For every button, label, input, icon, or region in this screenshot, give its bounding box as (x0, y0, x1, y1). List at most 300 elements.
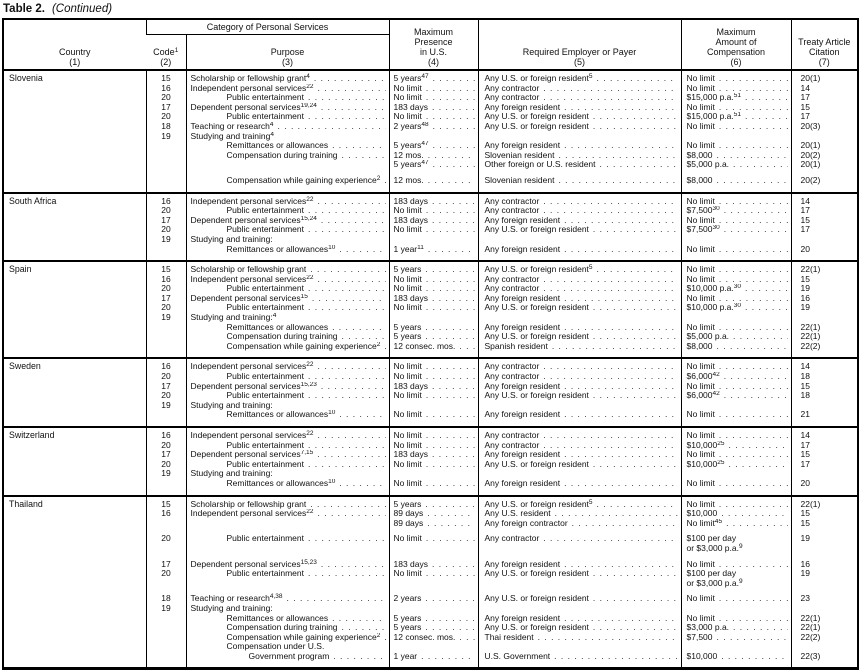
citation-cell: 17 (791, 112, 858, 122)
citation-cell: 22(1) (791, 623, 858, 633)
dot-leader (308, 206, 386, 216)
cell-content: No limit . . . (687, 500, 791, 510)
citation-cell: 15 (791, 519, 858, 529)
cell-content: Slovenian resident . . . (485, 151, 681, 161)
cell-content: 183 days . . . (394, 103, 478, 113)
payer-cell (478, 652, 681, 669)
cell-content: 183 days . . . (394, 450, 478, 460)
citation-cell (791, 469, 858, 479)
purpose-cell (186, 614, 389, 624)
cell-content: 5 years$^{47}$ . . . (394, 160, 478, 170)
dot-leader (728, 460, 787, 470)
dot-leader (332, 141, 385, 151)
purpose-cell (186, 193, 389, 207)
dot-leader (287, 594, 386, 604)
cell-content: 183 days . . . (394, 294, 478, 304)
presence-cell (389, 479, 478, 496)
header-payer: Required Employer or Payer (5) (478, 19, 681, 70)
purpose-cell (186, 410, 389, 427)
cell-content: 12 consec. mos. . . . (394, 342, 478, 352)
cell-content: 5 years . . . (394, 265, 478, 275)
dot-leader (318, 509, 386, 519)
presence-cell (389, 261, 478, 275)
compensation-cell (681, 103, 791, 113)
cell-content: Public entertainment . . . (227, 206, 389, 216)
dot-leader (426, 569, 475, 579)
compensation-cell (681, 193, 791, 207)
dot-leader (724, 372, 788, 382)
cell-content: Any U.S. or foreign resident . . . (485, 112, 681, 122)
citation-cell: 15 (791, 275, 858, 285)
country-cell: Switzerland (3, 427, 146, 496)
cell-content: Public entertainment . . . (227, 534, 389, 544)
cell-content: 183 days . . . (394, 560, 478, 570)
cell-content: Dependent personal services$^{15,23}$ . . . (191, 382, 389, 392)
cell-content: Any foreign resident . . . (485, 103, 681, 113)
compensation-cell (681, 569, 791, 588)
cell-content: No limit . . . (394, 112, 478, 122)
cell-content: Any contractor . . . (485, 372, 681, 382)
presence-cell (389, 84, 478, 94)
presence-cell (389, 122, 478, 132)
dot-leader (425, 594, 474, 604)
cell-content: Any U.S. or foreign resident . . . (485, 332, 681, 342)
cell-content: Any foreign resident . . . (485, 141, 681, 151)
code-cell (146, 633, 186, 643)
dot-leader (564, 245, 677, 255)
dot-leader (384, 633, 385, 643)
purpose-cell (186, 588, 389, 604)
cell-content: Scholarship or fellowship grant . . . (191, 265, 389, 275)
citation-cell: 20(2) (791, 151, 858, 161)
payer-cell (478, 569, 681, 588)
compensation-cell (681, 382, 791, 392)
payer-cell (478, 261, 681, 275)
citation-cell (791, 401, 858, 411)
cell-content: Any U.S. or foreign resident . . . (485, 225, 681, 235)
country-cell: Thailand (3, 496, 146, 669)
dot-leader (600, 160, 678, 170)
compensation-cell (681, 261, 791, 275)
compensation-cell (681, 528, 791, 553)
purpose-cell (186, 275, 389, 285)
citation-cell: 15 (791, 216, 858, 226)
dot-leader (310, 265, 385, 275)
cell-content: Compensation during training . . . (227, 332, 389, 342)
citation-cell: 15 (791, 450, 858, 460)
code-cell: 20 (146, 391, 186, 401)
dot-leader (719, 362, 788, 372)
purpose-cell (186, 132, 389, 142)
dot-leader (733, 332, 787, 342)
dot-leader (318, 197, 386, 207)
payer-cell (478, 469, 681, 479)
code-cell: 17 (146, 294, 186, 304)
citation-cell: 15 (791, 103, 858, 113)
dot-leader (572, 519, 678, 529)
payer-cell (478, 151, 681, 161)
cell-content: 12 mos. . . . (394, 151, 478, 161)
code-cell: 20 (146, 284, 186, 294)
presence-cell (389, 342, 478, 359)
dot-leader (332, 323, 385, 333)
payer-cell (478, 103, 681, 113)
payer-cell (478, 410, 681, 427)
presence-cell (389, 206, 478, 216)
code-cell (146, 245, 186, 262)
dot-leader (733, 623, 787, 633)
payer-cell (478, 206, 681, 216)
code-cell: 20 (146, 460, 186, 470)
dot-leader (426, 303, 475, 313)
cell-content: Independent personal services$^{22}$ . . . (191, 84, 389, 94)
dot-leader (543, 93, 677, 103)
purpose-cell (186, 151, 389, 161)
cell-content: Any foreign resident . . . (485, 479, 681, 489)
cell-content: Spanish resident . . . (485, 342, 681, 352)
cell-content: 12 consec. mos. . . . (394, 633, 478, 643)
citation-cell: 19 (791, 303, 858, 313)
cell-content: No limit . . . (687, 141, 791, 151)
dot-leader (426, 84, 475, 94)
dot-leader (428, 245, 475, 255)
code-cell: 15 (146, 70, 186, 84)
purpose-cell (186, 141, 389, 151)
cell-content: No limit . . . (687, 265, 791, 275)
presence-cell (389, 519, 478, 529)
payer-cell (478, 160, 681, 170)
dot-leader (719, 103, 788, 113)
dot-leader (719, 323, 788, 333)
compensation-cell (681, 642, 791, 652)
compensation-cell (681, 235, 791, 245)
purpose-cell (186, 323, 389, 333)
cell-content: Scholarship or fellowship grant$^4$ . . . (191, 74, 389, 84)
dot-leader (564, 216, 677, 226)
dot-leader (593, 122, 678, 132)
compensation-cell (681, 141, 791, 151)
dot-leader (308, 303, 386, 313)
dot-leader (318, 275, 386, 285)
cell-content: No limit . . . (394, 84, 478, 94)
purpose-cell (186, 122, 389, 132)
dot-leader (427, 519, 474, 529)
cell-content: Dependent personal services$^{7,15}$ . . . (191, 450, 389, 460)
cell-content: Teaching or research$^{4,38}$ . . . (191, 594, 389, 604)
citation-cell: 20(3) (791, 122, 858, 132)
purpose-cell (186, 225, 389, 235)
dot-leader (308, 441, 386, 451)
dot-leader (342, 623, 386, 633)
presence-cell (389, 569, 478, 588)
purpose-cell (186, 342, 389, 359)
cell-content: Any foreign resident . . . (485, 323, 681, 333)
cell-content: No limit . . . (687, 245, 791, 255)
payer-cell (478, 427, 681, 441)
citation-cell: 20 (791, 479, 858, 496)
purpose-cell (186, 294, 389, 304)
dot-leader (543, 362, 677, 372)
presence-cell (389, 160, 478, 170)
presence-cell (389, 93, 478, 103)
payer-cell (478, 401, 681, 411)
code-cell: 20 (146, 569, 186, 588)
citation-cell: 20(1) (791, 70, 858, 84)
presence-cell (389, 323, 478, 333)
cell-content: Any contractor . . . (485, 284, 681, 294)
payer-cell (478, 642, 681, 652)
dot-leader (719, 141, 788, 151)
payer-cell (478, 382, 681, 392)
cell-content: Any foreign resident . . . (485, 294, 681, 304)
code-cell (146, 642, 186, 652)
presence-cell (389, 225, 478, 235)
purpose-cell (186, 284, 389, 294)
cell-content: $7,500$^{30}$ . . . (687, 206, 791, 216)
cell-content: No limit . . . (687, 450, 791, 460)
code-cell: 20 (146, 372, 186, 382)
dot-leader (308, 534, 386, 544)
payer-cell (478, 519, 681, 529)
payer-cell (478, 509, 681, 519)
dot-leader (308, 225, 386, 235)
compensation-cell (681, 372, 791, 382)
dot-leader (339, 245, 385, 255)
cell-content: Any foreign resident . . . (485, 410, 681, 420)
cell-content: $10,000 . . . (687, 509, 791, 519)
cell-content: Any contractor . . . (485, 362, 681, 372)
cell-content: No limit . . . (687, 560, 791, 570)
compensation-cell (681, 460, 791, 470)
code-cell (146, 323, 186, 333)
code-cell (146, 342, 186, 359)
cell-content: Remittances or allowances . . . (227, 614, 389, 624)
compensation-cell (681, 401, 791, 411)
dot-leader (426, 431, 475, 441)
cell-content: Public entertainment . . . (227, 569, 389, 579)
cell-content: Public entertainment . . . (227, 303, 389, 313)
presence-cell (389, 112, 478, 122)
cell-content: Any foreign contractor . . . (485, 519, 681, 529)
payer-cell (478, 216, 681, 226)
cell-content: Any contractor . . . (485, 84, 681, 94)
cell-content: Independent personal services$^{22}$ . . . (191, 509, 389, 519)
dot-leader (426, 372, 475, 382)
dot-leader (278, 122, 386, 132)
cell-content: Public entertainment . . . (227, 225, 389, 235)
table-body (3, 70, 858, 669)
cell-content: Compensation during training . . . (227, 623, 389, 633)
dot-leader (317, 450, 385, 460)
purpose-cell (186, 604, 389, 614)
dot-leader (593, 303, 678, 313)
compensation-cell (681, 479, 791, 496)
cell-content: Any foreign resident . . . (485, 216, 681, 226)
dot-leader (719, 84, 788, 94)
table-row (3, 70, 858, 84)
header-category: Category of Personal Services (146, 19, 389, 35)
dot-leader (426, 275, 475, 285)
country-cell: Slovenia (3, 70, 146, 193)
presence-cell (389, 132, 478, 142)
cell-content: Public entertainment . . . (227, 460, 389, 470)
citation-cell: 16 (791, 294, 858, 304)
code-cell (146, 479, 186, 496)
dot-leader (745, 112, 788, 122)
cell-content: Any U.S. or foreign resident$^5$ . . . (485, 265, 681, 275)
payer-cell (478, 93, 681, 103)
dot-leader (426, 93, 475, 103)
dot-leader (719, 74, 788, 84)
dot-leader (543, 534, 677, 544)
dot-leader (543, 84, 677, 94)
presence-cell (389, 275, 478, 285)
cell-content: 5 years$^{47}$ . . . (394, 141, 478, 151)
presence-cell (389, 410, 478, 427)
cell-content: No limit . . . (394, 441, 478, 451)
compensation-cell (681, 303, 791, 313)
payer-cell (478, 588, 681, 604)
purpose-cell (186, 519, 389, 529)
cell-content: No limit . . . (687, 323, 791, 333)
citation-cell: 19 (791, 284, 858, 294)
cell-content: Any contractor . . . (485, 206, 681, 216)
citation-cell: 19 (791, 569, 858, 588)
code-cell (146, 410, 186, 427)
purpose-cell (186, 160, 389, 170)
citation-cell: 19 (791, 528, 858, 553)
dot-leader (428, 151, 475, 161)
code-cell: 16 (146, 275, 186, 285)
cell-content: Compensation while gaining experience$^2$ . . . (227, 176, 389, 186)
cell-content: Any U.S. or foreign resident . . . (485, 460, 681, 470)
dot-leader (597, 265, 678, 275)
cell-content: Public entertainment . . . (227, 441, 389, 451)
presence-cell (389, 294, 478, 304)
cell-content: No limit . . . (394, 93, 478, 103)
cell-content: Other foreign or U.S. resident . . . (485, 160, 681, 170)
compensation-cell (681, 358, 791, 372)
code-cell: 19 (146, 313, 186, 323)
country-cell: South Africa (3, 193, 146, 262)
dot-leader (558, 151, 677, 161)
cell-content: Any U.S. or foreign resident . . . (485, 303, 681, 313)
presence-cell (389, 151, 478, 161)
code-cell: 19 (146, 604, 186, 614)
purpose-cell (186, 479, 389, 496)
compensation-cell (681, 554, 791, 570)
cell-content: No limit . . . (394, 410, 478, 420)
compensation-cell (681, 614, 791, 624)
cell-content: Any contractor . . . (485, 93, 681, 103)
cell-content: Public entertainment . . . (227, 391, 389, 401)
table-continued-label: (Continued) (51, 3, 113, 15)
citation-cell (791, 313, 858, 323)
dot-leader (432, 197, 475, 207)
code-cell: 16 (146, 84, 186, 94)
dot-leader (384, 342, 385, 352)
dot-leader (426, 410, 475, 420)
presence-cell (389, 496, 478, 510)
code-cell: 16 (146, 509, 186, 519)
cell-content: 5 years . . . (394, 623, 478, 633)
presence-cell (389, 528, 478, 553)
payer-cell (478, 193, 681, 207)
cell-content: No limit . . . (394, 303, 478, 313)
cell-content: No limit . . . (394, 284, 478, 294)
cell-content: Compensation under U.S. (226, 642, 325, 652)
dot-leader (719, 500, 788, 510)
dot-leader (717, 151, 788, 161)
dot-leader (312, 294, 386, 304)
dot-leader (538, 633, 678, 643)
payer-cell (478, 323, 681, 333)
cell-content: Compensation while gaining experience$^2$ . . . (227, 342, 389, 352)
compensation-cell (681, 469, 791, 479)
dot-leader (593, 391, 678, 401)
cell-content: Studying and training: (190, 603, 273, 613)
citation-cell: 22(1) (791, 496, 858, 510)
citation-cell: 16 (791, 554, 858, 570)
code-cell: 17 (146, 216, 186, 226)
cell-content: 5 years . . . (394, 614, 478, 624)
cell-content: Remittances or allowances . . . (227, 323, 389, 333)
code-cell: 18 (146, 588, 186, 604)
presence-cell (389, 193, 478, 207)
dot-leader (719, 382, 788, 392)
code-cell (146, 160, 186, 170)
code-cell (146, 614, 186, 624)
citation-cell: 14 (791, 84, 858, 94)
citation-cell: 14 (791, 358, 858, 372)
compensation-cell (681, 284, 791, 294)
cell-content: No limit . . . (394, 372, 478, 382)
cell-content: $100 per day or $3,000 p.a.$^9$ (686, 533, 743, 553)
dot-leader (555, 509, 678, 519)
dot-leader (426, 534, 475, 544)
dot-leader (426, 284, 475, 294)
cell-content: No limit . . . (394, 391, 478, 401)
payer-cell (478, 528, 681, 553)
presence-cell (389, 588, 478, 604)
cell-content: 2 years . . . (394, 594, 478, 604)
cell-content: 12 mos. . . . (394, 176, 478, 186)
presence-cell (389, 284, 478, 294)
compensation-cell (681, 342, 791, 359)
payer-cell (478, 70, 681, 84)
presence-cell (389, 460, 478, 470)
purpose-cell (186, 496, 389, 510)
dot-leader (426, 362, 475, 372)
purpose-cell (186, 450, 389, 460)
code-cell (146, 623, 186, 633)
compensation-cell (681, 275, 791, 285)
dot-leader (593, 332, 678, 342)
dot-leader (314, 74, 386, 84)
citation-cell: 22(1) (791, 261, 858, 275)
cell-content: 89 days . . . (394, 519, 478, 529)
cell-content: Studying and training:$^4$ (190, 313, 277, 323)
dot-leader (425, 500, 474, 510)
dot-leader (342, 332, 386, 342)
dot-leader (593, 460, 678, 470)
citation-cell (791, 132, 858, 142)
compensation-cell (681, 225, 791, 235)
cell-content: Public entertainment . . . (227, 372, 389, 382)
citation-cell: 22(1) (791, 332, 858, 342)
citation-cell: 22(1) (791, 323, 858, 333)
dot-leader (318, 362, 386, 372)
